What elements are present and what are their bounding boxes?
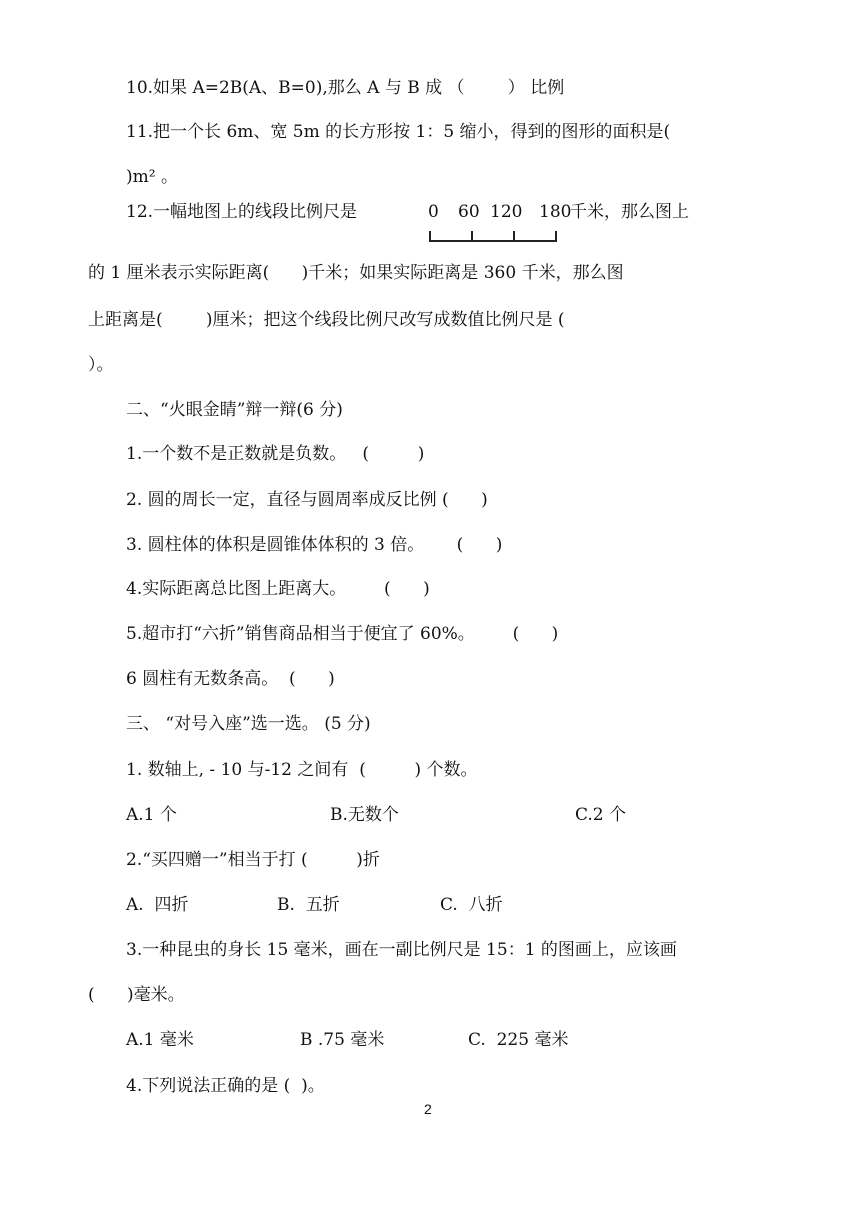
judge-question-5: 5.超市打“六折”销售商品相当于便宜了 60%。 ( ) (126, 624, 559, 644)
choice-option-a: A. 四折 (126, 895, 189, 915)
choice-option-b: B .75 毫米 (300, 1030, 385, 1050)
choice-option-b: B. 五折 (277, 895, 340, 915)
choice-question-3-line-2: ( )毫米。 (88, 985, 185, 1005)
choice-question-2: 2.“买四赠一”相当于打 ( )折 (126, 850, 380, 870)
choice-question-4: 4.下列说法正确的是 ( )。 (126, 1076, 325, 1096)
question-11-line-1: 11.把一个长 6m、宽 5m 的长方形按 1：5 缩小，得到的图形的面积是( (126, 122, 671, 142)
question-12-line-2: 的 1 厘米表示实际距离( )千米；如果实际距离是 360 千米，那么图 (88, 263, 624, 283)
question-12-line-1: 12.一幅地图上的线段比例尺是 (126, 202, 358, 222)
choice-option-c: C. 八折 (440, 895, 503, 915)
section-3-title: 三、 “对号入座”选一选。 (5 分) (126, 714, 371, 734)
scale-bar-graphic (426, 226, 566, 244)
scale-label: 0 (428, 202, 439, 222)
judge-question-4: 4.实际距离总比图上距离大。 ( ) (126, 579, 430, 599)
judge-question-3: 3. 圆柱体的体积是圆锥体体积的 3 倍。 ( ) (126, 535, 503, 555)
scale-label: 60 (458, 202, 480, 222)
section-2-title: 二、“火眼金睛”辩一辩(6 分) (126, 400, 343, 420)
question-10: 10.如果 A=2B(A、B=0),那么 A 与 B 成 （ ） 比例 (126, 78, 565, 98)
question-12-line-3: 上距离是( )厘米；把这个线段比例尺改写成数值比例尺是 ( (88, 310, 565, 330)
choice-option-c: C.2 个 (575, 805, 627, 825)
choice-option-a: A.1 毫米 (126, 1030, 194, 1050)
question-12-line-4: ）。 (88, 355, 114, 375)
scale-label: 180 (539, 202, 572, 222)
choice-option-a: A.1 个 (126, 805, 177, 825)
choice-question-3-line-1: 3.一种昆虫的身长 15 毫米，画在一副比例尺是 15：1 的图画上，应该画 (126, 940, 677, 960)
choice-question-1: 1. 数轴上, - 10 与-12 之间有 ( ) 个数。 (126, 760, 478, 780)
choice-option-b: B.无数个 (330, 805, 399, 825)
judge-question-6: 6 圆柱有无数条高。 ( ) (126, 669, 335, 689)
choice-option-c: C. 225 毫米 (468, 1030, 569, 1050)
page-number: 2 (424, 1101, 432, 1117)
judge-question-2: 2. 圆的周长一定，直径与圆周率成反比例 ( ) (126, 490, 488, 510)
question-12-line-1-tail: 千米，那么图上 (570, 202, 689, 222)
line-segment-scale (426, 200, 572, 250)
question-11-line-2: )m² 。 (126, 167, 178, 187)
judge-question-1: 1.一个数不是正数就是负数。 ( ) (126, 444, 425, 464)
scale-label: 120 (490, 202, 523, 222)
